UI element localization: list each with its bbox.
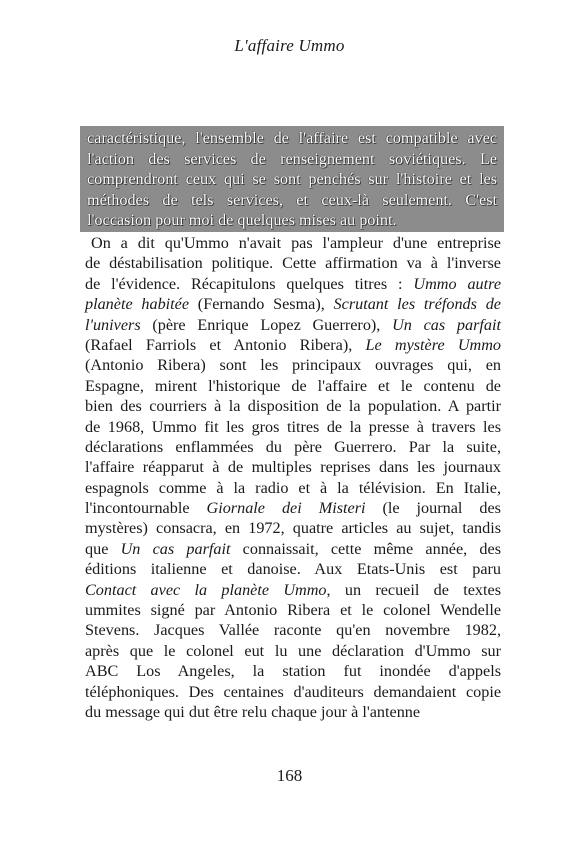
text-line xyxy=(85,580,501,600)
text-run: que xyxy=(85,539,121,558)
text-line xyxy=(85,355,501,375)
text-run: l'incontournable xyxy=(85,499,207,518)
italic-title: planète habitée xyxy=(85,295,190,314)
text-line xyxy=(85,478,501,498)
text-run: ummites signé par Antonio Ribera et le colonel Wendelle xyxy=(85,601,501,620)
highlighted-line: caractéristique, l'ensemble de l'affaire est compatible avec xyxy=(87,129,497,147)
italic-title: Un cas parfait xyxy=(392,315,501,334)
text-line xyxy=(85,702,501,722)
highlighted-line: méthodes de tels services, et ceux-là seulement. C'est xyxy=(87,190,497,209)
text-run: bien des courriers à la disposition de la population. A partir xyxy=(85,397,501,416)
text-line xyxy=(85,682,501,702)
body-paragraph xyxy=(85,233,501,722)
running-header: L'affaire Ummo xyxy=(234,36,345,55)
text-line xyxy=(85,518,501,538)
highlighted-line: l'occasion pour moi de quelques mises au point. xyxy=(87,211,397,230)
text-line xyxy=(85,233,501,253)
text-run: de déstabilisation politique. Cette affirmation va à l'inverse xyxy=(85,254,501,273)
highlighted-passage xyxy=(80,126,504,232)
text-run: de 1968, Ummo fit les gros titres de la presse à travers les xyxy=(85,417,501,436)
text-run: après que le colonel eut lu une déclaration d'Ummo sur xyxy=(85,641,501,660)
text-line xyxy=(85,376,501,396)
text-line xyxy=(85,641,501,661)
text-run: mystères) consacra, en 1972, quatre articles au sujet, tandis xyxy=(85,519,501,538)
text-run: connaissait, cette même année, des xyxy=(230,539,501,558)
text-run: l'affaire réapparut à de multiples reprises dans les journaux xyxy=(85,458,501,477)
text-run: de l'évidence. Récapitulons quelques titres : xyxy=(85,274,414,293)
text-run: Espagne, mirent l'historique de l'affaire et le contenu de xyxy=(85,376,501,395)
page-number: 168 xyxy=(276,766,303,785)
text-run: , un recueil de textes xyxy=(326,580,501,599)
text-run: On a dit qu'Ummo n'avait pas l'ampleur d'une entreprise xyxy=(91,234,501,252)
text-line xyxy=(85,274,501,294)
text-run: (père Enrique Lopez Guerrero), xyxy=(140,315,393,334)
text-run: Stevens. Jacques Vallée raconte qu'en novembre 1982, xyxy=(85,621,501,640)
text-line xyxy=(85,294,501,314)
text-line xyxy=(85,620,501,640)
text-line xyxy=(85,335,501,355)
text-run: (le journal des xyxy=(365,499,501,518)
text-run: (Antonio Ribera) sont les principaux ouvrages qui, en xyxy=(85,356,501,375)
text-line xyxy=(85,559,501,579)
text-run: du message qui dut être relu chaque jour à l'antenne xyxy=(85,702,421,721)
italic-title: l'univers xyxy=(85,315,141,334)
text-run: (Fernando Sesma), xyxy=(189,295,334,314)
text-line xyxy=(85,539,501,559)
text-line xyxy=(85,600,501,620)
italic-title: Contact avec la planète Ummo xyxy=(85,580,327,599)
italic-title: Un cas parfait xyxy=(120,539,231,558)
text-run: déclarations enflammées du père Guerrero. Par la suite, xyxy=(85,437,501,456)
text-run: ABC Los Angeles, la station fut inondée d'appels xyxy=(85,662,501,681)
italic-title: Ummo autre xyxy=(413,274,502,293)
italic-title: Giornale dei Misteri xyxy=(206,499,366,518)
text-line xyxy=(85,417,501,437)
text-line xyxy=(85,457,501,477)
text-line xyxy=(85,315,501,335)
text-run: éditions italienne et danoise. Aux Etats-Unis est paru xyxy=(85,560,501,579)
text-line xyxy=(85,661,501,681)
italic-title: Le mystère Ummo xyxy=(365,335,501,354)
highlighted-line: comprendront ceux qui se sont penchés sur l'histoire et les xyxy=(87,170,497,189)
text-run: téléphoniques. Des centaines d'auditeurs demandaient copie xyxy=(85,682,501,701)
highlighted-line: l'action des services de renseignement soviétiques. Le xyxy=(87,149,497,168)
text-line xyxy=(85,437,501,457)
text-line xyxy=(85,396,501,416)
text-run: espagnols comme à la radio et à la télévision. En Italie, xyxy=(85,478,501,497)
italic-title: Scrutant les tréfonds de xyxy=(333,295,501,314)
text-line xyxy=(85,253,501,273)
text-run: (Rafael Farriols et Antonio Ribera), xyxy=(85,335,366,354)
text-line xyxy=(85,498,501,518)
